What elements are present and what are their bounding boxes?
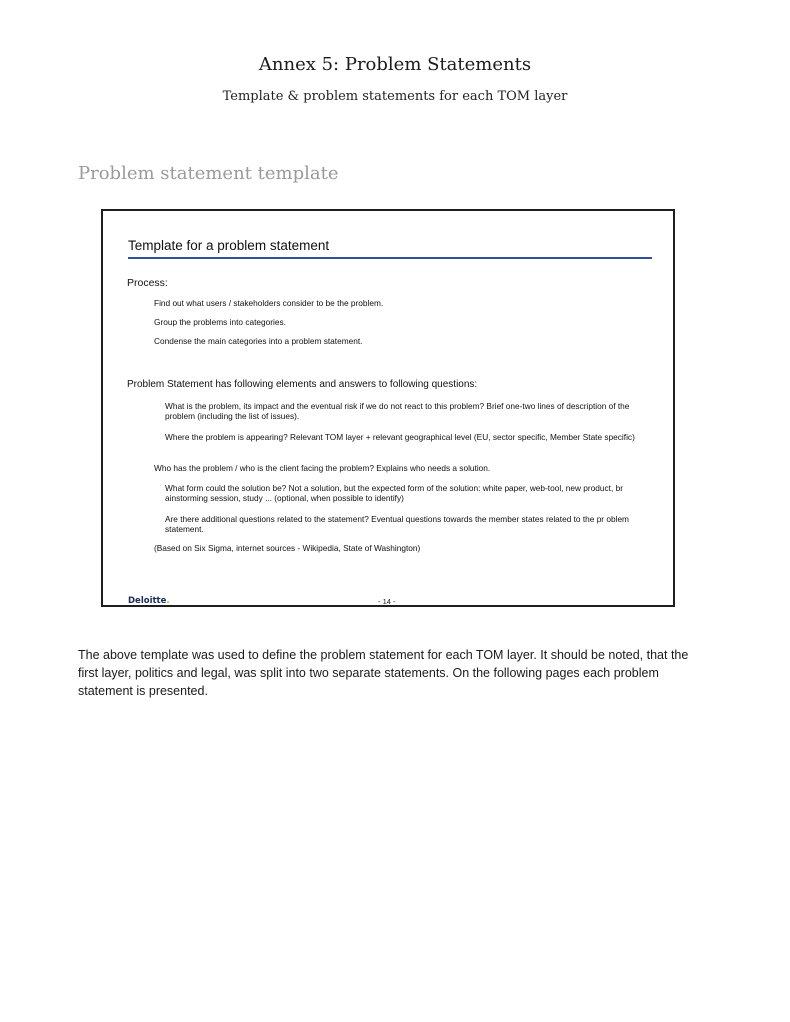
question-item: What is the problem, its impact and the eventual risk if we do not react to this problem? Brief one-two lines of description of the problem (including the list of issues). <box>165 401 630 421</box>
elements-heading: Problem Statement has following elements and answers to following questions: <box>127 379 478 390</box>
process-step: Find out what users / stakeholders consider to be the problem. <box>154 298 384 308</box>
document-title: Annex 5: Problem Statements <box>258 54 532 75</box>
slide-page-number: - 14 - <box>378 597 396 606</box>
question-item: What form could the solution be? Not a solution, but the expected form of the solution: white paper, web-tool, new product, br ainstorming session, study ... (optional, when possible to identify) <box>165 483 623 503</box>
logo-dot: . <box>166 596 170 606</box>
process-label: Process: <box>127 277 168 289</box>
section-heading: Problem statement template <box>78 163 339 184</box>
process-step: Condense the main categories into a problem statement. <box>154 336 363 346</box>
slide-title-rule <box>128 257 652 259</box>
slide-title: Template for a problem statement <box>128 238 330 253</box>
body-paragraph: The above template was used to define the problem statement for each TOM layer. It should be noted, that the first layer, politics and legal, was split into two separate statements. On the following pages each problem statement is presented. <box>78 648 689 698</box>
who-line: Who has the problem / who is the client facing the problem? Explains who needs a solution. <box>154 463 491 473</box>
template-slide-image <box>101 209 675 607</box>
source-note: (Based on Six Sigma, internet sources - Wikipedia, State of Washington) <box>154 543 421 553</box>
document-subtitle: Template & problem statements for each TOM layer <box>222 89 568 104</box>
process-step: Group the problems into categories. <box>154 317 286 327</box>
deloitte-logo <box>128 596 170 606</box>
question-item: Where the problem is appearing? Relevant TOM layer + relevant geographical level (EU, sector specific, Member State specific) <box>165 432 635 442</box>
logo-text: Deloitte <box>128 596 167 606</box>
question-item: Are there additional questions related to the statement? Eventual questions towards the member states related to the pr oblem statement. <box>165 514 629 534</box>
